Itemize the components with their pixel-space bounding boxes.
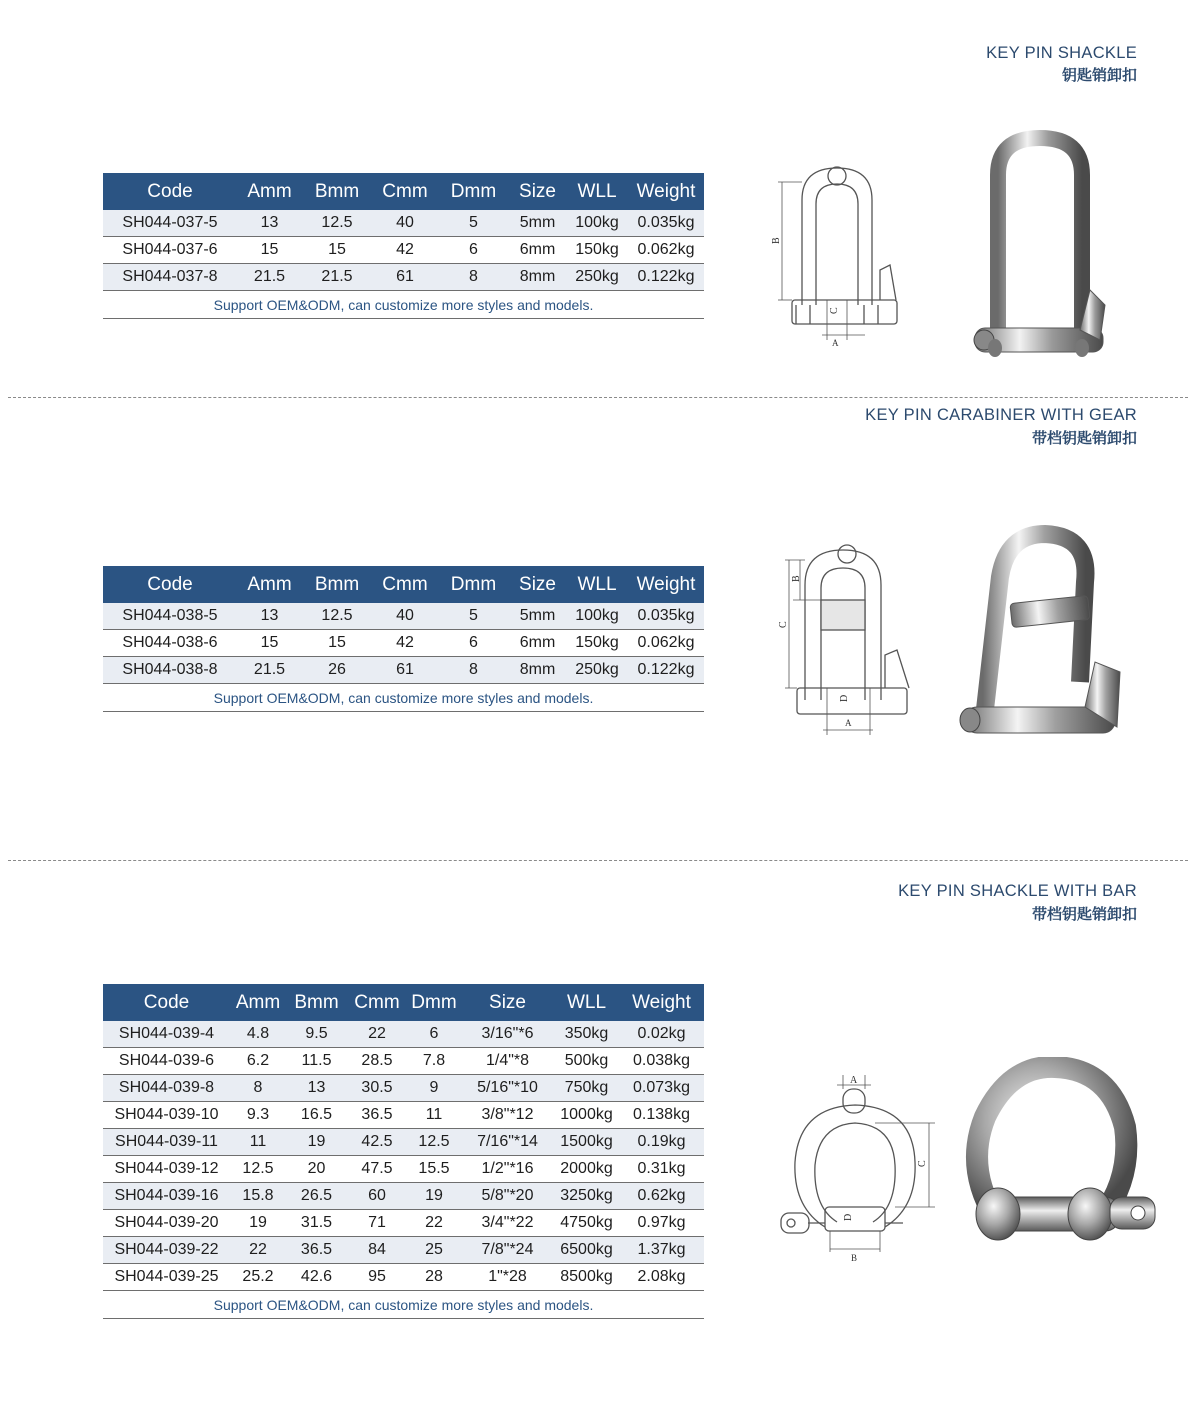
cell-size: 1/4"*8 [461, 1048, 554, 1075]
column-header-size: Size [509, 566, 566, 603]
cell-dmm: 28 [407, 1264, 461, 1291]
table-row [103, 1102, 704, 1129]
section-title-en: KEY PIN SHACKLE [986, 44, 1137, 62]
cell-cmm: 47.5 [347, 1156, 407, 1183]
cell-amm: 12.5 [230, 1156, 286, 1183]
cell-bmm: 19 [286, 1129, 347, 1156]
column-header-cmm: Cmm [372, 566, 438, 603]
cell-bmm: 15 [302, 630, 372, 657]
cell-bmm: 9.5 [286, 1021, 347, 1048]
column-header-code: Code [103, 173, 237, 210]
cell-dmm: 19 [407, 1183, 461, 1210]
dim-label: D [839, 694, 850, 702]
cell-weight: 0.122kg [628, 657, 704, 684]
cell-dmm: 7.8 [407, 1048, 461, 1075]
cell-size: 3/8"*12 [461, 1102, 554, 1129]
dim-label: B [771, 237, 782, 244]
column-header-bmm: Bmm [286, 984, 347, 1021]
carabiner-photo [945, 522, 1145, 767]
cell-size: 5/16"*10 [461, 1075, 554, 1102]
table-header-row [103, 566, 704, 603]
cell-code: SH044-039-10 [103, 1102, 230, 1129]
cell-weight: 0.062kg [628, 237, 704, 264]
section-title-cn: 带档钥匙销卸扣 [1031, 906, 1137, 923]
cell-amm: 19 [230, 1210, 286, 1237]
cell-wll: 150kg [566, 237, 628, 264]
column-header-dmm: Dmm [407, 984, 461, 1021]
cell-cmm: 42 [372, 237, 438, 264]
column-header-wll: WLL [566, 173, 628, 210]
cell-size: 1"*28 [461, 1264, 554, 1291]
cell-size: 3/4"*22 [461, 1210, 554, 1237]
cell-wll: 350kg [554, 1021, 619, 1048]
column-header-cmm: Cmm [347, 984, 407, 1021]
table-row [103, 630, 704, 657]
column-header-code: Code [103, 566, 237, 603]
oem-note: Support OEM&ODM, can customize more styles and models. [103, 291, 704, 319]
cell-cmm: 84 [347, 1237, 407, 1264]
cell-dmm: 6 [438, 630, 509, 657]
cell-size: 5mm [509, 210, 566, 237]
cell-size: 1/2"*16 [461, 1156, 554, 1183]
dim-label: A [845, 718, 852, 728]
cell-code: SH044-039-8 [103, 1075, 230, 1102]
cell-weight: 0.035kg [628, 210, 704, 237]
cell-bmm: 36.5 [286, 1237, 347, 1264]
column-header-amm: Amm [230, 984, 286, 1021]
column-header-amm: Amm [237, 173, 302, 210]
cell-wll: 100kg [566, 210, 628, 237]
cell-bmm: 12.5 [302, 210, 372, 237]
section-title-cn: 钥匙销卸扣 [1061, 67, 1137, 84]
cell-dmm: 5 [438, 210, 509, 237]
section-key-pin-shackle [0, 0, 1200, 400]
cell-dmm: 8 [438, 657, 509, 684]
cell-bmm: 21.5 [302, 264, 372, 291]
cell-amm: 11 [230, 1129, 286, 1156]
cell-cmm: 28.5 [347, 1048, 407, 1075]
cell-cmm: 30.5 [347, 1075, 407, 1102]
bow-shackle-photo [960, 1057, 1160, 1267]
cell-weight: 0.62kg [619, 1183, 704, 1210]
dim-label: A [850, 1075, 858, 1086]
column-header-bmm: Bmm [302, 173, 372, 210]
cell-size: 6mm [509, 237, 566, 264]
section-divider [8, 397, 1188, 398]
cell-bmm: 20 [286, 1156, 347, 1183]
column-header-dmm: Dmm [438, 566, 509, 603]
cell-wll: 100kg [566, 603, 628, 630]
cell-bmm: 26.5 [286, 1183, 347, 1210]
cell-code: SH044-037-6 [103, 237, 237, 264]
cell-weight: 0.035kg [628, 603, 704, 630]
table-row [103, 1048, 704, 1075]
cell-size: 3/16"*6 [461, 1021, 554, 1048]
cell-wll: 150kg [566, 630, 628, 657]
cell-wll: 1500kg [554, 1129, 619, 1156]
cell-size: 8mm [509, 264, 566, 291]
cell-dmm: 25 [407, 1237, 461, 1264]
table-header-row [103, 984, 704, 1021]
cell-wll: 250kg [566, 657, 628, 684]
column-header-bmm: Bmm [302, 566, 372, 603]
dim-label: B [791, 575, 802, 582]
cell-size: 5/8"*20 [461, 1183, 554, 1210]
cell-code: SH044-039-25 [103, 1264, 230, 1291]
cell-amm: 13 [237, 210, 302, 237]
shackle-diagram [770, 160, 900, 350]
cell-amm: 22 [230, 1237, 286, 1264]
cell-amm: 21.5 [237, 264, 302, 291]
dim-label: C [778, 621, 789, 628]
cell-weight: 2.08kg [619, 1264, 704, 1291]
cell-code: SH044-039-12 [103, 1156, 230, 1183]
table-row [103, 210, 704, 237]
cell-amm: 15.8 [230, 1183, 286, 1210]
cell-weight: 0.02kg [619, 1021, 704, 1048]
table-row [103, 603, 704, 630]
column-header-weight: Weight [628, 173, 704, 210]
dim-label: A [832, 338, 839, 348]
section-title-en: KEY PIN CARABINER WITH GEAR [865, 406, 1137, 424]
cell-dmm: 5 [438, 603, 509, 630]
section-title-en: KEY PIN SHACKLE WITH BAR [898, 882, 1137, 900]
cell-weight: 0.19kg [619, 1129, 704, 1156]
cell-cmm: 42.5 [347, 1129, 407, 1156]
table-row [103, 1210, 704, 1237]
cell-wll: 2000kg [554, 1156, 619, 1183]
cell-dmm: 8 [438, 264, 509, 291]
cell-code: SH044-038-6 [103, 630, 237, 657]
cell-code: SH044-038-8 [103, 657, 237, 684]
cell-wll: 6500kg [554, 1237, 619, 1264]
cell-weight: 0.038kg [619, 1048, 704, 1075]
oem-note: Support OEM&ODM, can customize more styles and models. [103, 1291, 704, 1319]
section-divider [8, 860, 1188, 861]
table-row [103, 1237, 704, 1264]
table-row [103, 1129, 704, 1156]
cell-cmm: 22 [347, 1021, 407, 1048]
carabiner-diagram [775, 540, 915, 740]
cell-amm: 8 [230, 1075, 286, 1102]
table-note-row [103, 684, 704, 712]
cell-code: SH044-037-5 [103, 210, 237, 237]
spec-table [103, 984, 704, 1319]
cell-wll: 500kg [554, 1048, 619, 1075]
section-key-pin-carabiner [0, 400, 1200, 860]
column-header-dmm: Dmm [438, 173, 509, 210]
cell-cmm: 60 [347, 1183, 407, 1210]
cell-weight: 0.138kg [619, 1102, 704, 1129]
cell-bmm: 13 [286, 1075, 347, 1102]
cell-code: SH044-037-8 [103, 264, 237, 291]
cell-size: 7/8"*24 [461, 1237, 554, 1264]
cell-amm: 4.8 [230, 1021, 286, 1048]
cell-amm: 15 [237, 630, 302, 657]
cell-bmm: 11.5 [286, 1048, 347, 1075]
column-header-wll: WLL [554, 984, 619, 1021]
cell-size: 8mm [509, 657, 566, 684]
cell-wll: 250kg [566, 264, 628, 291]
cell-size: 6mm [509, 630, 566, 657]
column-header-wll: WLL [566, 566, 628, 603]
table-note-row [103, 1291, 704, 1319]
cell-amm: 15 [237, 237, 302, 264]
cell-bmm: 16.5 [286, 1102, 347, 1129]
table-row [103, 1156, 704, 1183]
cell-dmm: 12.5 [407, 1129, 461, 1156]
cell-cmm: 42 [372, 630, 438, 657]
cell-dmm: 9 [407, 1075, 461, 1102]
cell-cmm: 61 [372, 657, 438, 684]
table-note-row [103, 291, 704, 319]
cell-code: SH044-039-16 [103, 1183, 230, 1210]
cell-code: SH044-039-20 [103, 1210, 230, 1237]
table-row [103, 237, 704, 264]
cell-weight: 0.31kg [619, 1156, 704, 1183]
cell-dmm: 22 [407, 1210, 461, 1237]
cell-amm: 25.2 [230, 1264, 286, 1291]
dim-label: B [851, 1253, 858, 1263]
cell-wll: 1000kg [554, 1102, 619, 1129]
cell-code: SH044-039-22 [103, 1237, 230, 1264]
column-header-size: Size [509, 173, 566, 210]
spec-table [103, 566, 704, 712]
cell-size: 7/16"*14 [461, 1129, 554, 1156]
section-title-cn: 带档钥匙销卸扣 [1031, 430, 1137, 447]
cell-code: SH044-039-11 [103, 1129, 230, 1156]
cell-wll: 3250kg [554, 1183, 619, 1210]
cell-cmm: 40 [372, 210, 438, 237]
cell-wll: 750kg [554, 1075, 619, 1102]
cell-cmm: 40 [372, 603, 438, 630]
dim-label: C [829, 307, 840, 314]
cell-cmm: 71 [347, 1210, 407, 1237]
table-row [103, 1021, 704, 1048]
cell-dmm: 11 [407, 1102, 461, 1129]
cell-code: SH044-039-6 [103, 1048, 230, 1075]
table-row [103, 1264, 704, 1291]
cell-bmm: 12.5 [302, 603, 372, 630]
spec-table [103, 173, 704, 319]
table-row [103, 264, 704, 291]
table-header-row [103, 173, 704, 210]
cell-amm: 9.3 [230, 1102, 286, 1129]
cell-bmm: 15 [302, 237, 372, 264]
cell-bmm: 31.5 [286, 1210, 347, 1237]
column-header-weight: Weight [619, 984, 704, 1021]
table-row [103, 1075, 704, 1102]
table-row [103, 1183, 704, 1210]
cell-wll: 4750kg [554, 1210, 619, 1237]
cell-dmm: 6 [438, 237, 509, 264]
section-key-pin-shackle-bar [0, 862, 1200, 1428]
cell-weight: 1.37kg [619, 1237, 704, 1264]
column-header-weight: Weight [628, 566, 704, 603]
cell-weight: 0.97kg [619, 1210, 704, 1237]
column-header-size: Size [461, 984, 554, 1021]
cell-wll: 8500kg [554, 1264, 619, 1291]
shackle-photo [960, 130, 1120, 370]
cell-cmm: 61 [372, 264, 438, 291]
cell-weight: 0.073kg [619, 1075, 704, 1102]
table-row [103, 657, 704, 684]
column-header-amm: Amm [237, 566, 302, 603]
cell-amm: 6.2 [230, 1048, 286, 1075]
oem-note: Support OEM&ODM, can customize more styles and models. [103, 684, 704, 712]
column-header-cmm: Cmm [372, 173, 438, 210]
column-header-code: Code [103, 984, 230, 1021]
cell-cmm: 95 [347, 1264, 407, 1291]
dim-label: D [843, 1213, 854, 1221]
cell-bmm: 26 [302, 657, 372, 684]
cell-dmm: 6 [407, 1021, 461, 1048]
cell-size: 5mm [509, 603, 566, 630]
cell-bmm: 42.6 [286, 1264, 347, 1291]
bow-shackle-diagram [775, 1067, 945, 1267]
cell-amm: 21.5 [237, 657, 302, 684]
cell-code: SH044-038-5 [103, 603, 237, 630]
dim-label: C [917, 1160, 928, 1167]
cell-weight: 0.062kg [628, 630, 704, 657]
cell-amm: 13 [237, 603, 302, 630]
cell-weight: 0.122kg [628, 264, 704, 291]
cell-cmm: 36.5 [347, 1102, 407, 1129]
cell-dmm: 15.5 [407, 1156, 461, 1183]
cell-code: SH044-039-4 [103, 1021, 230, 1048]
